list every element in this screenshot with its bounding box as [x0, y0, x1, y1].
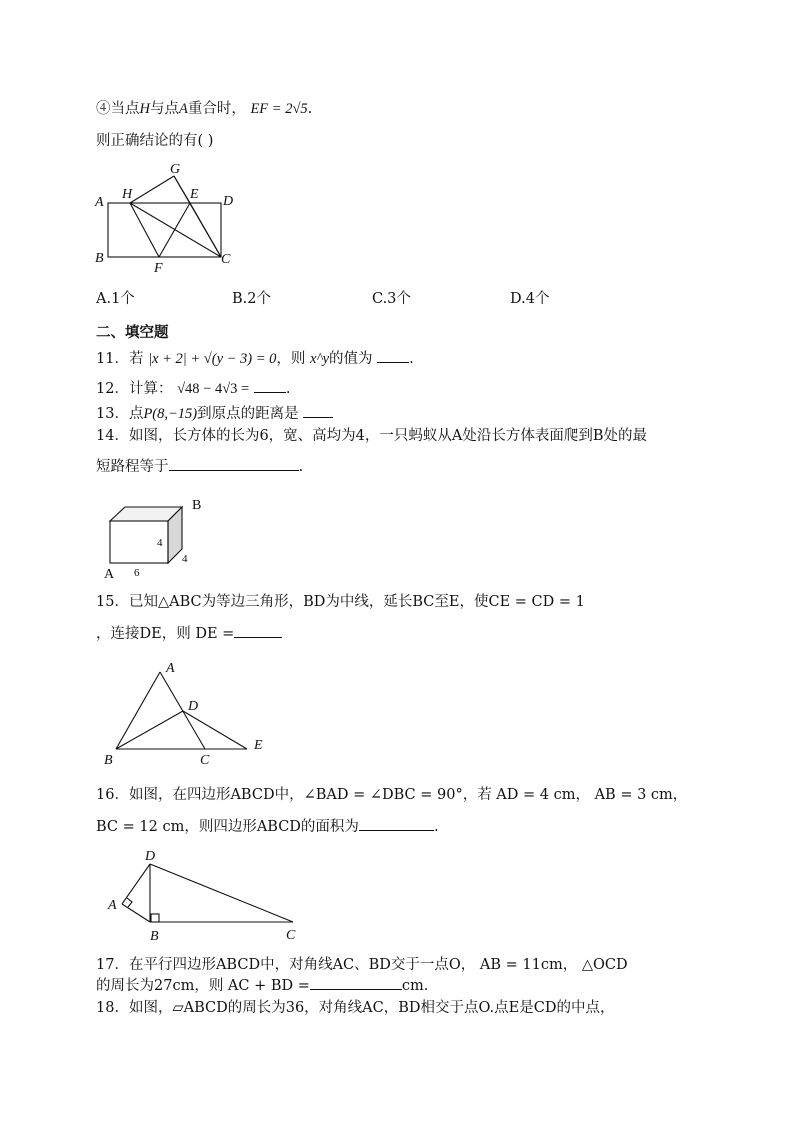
q10-label-c: C	[221, 252, 231, 267]
q16-label-d: D	[145, 849, 156, 864]
q16-line-2	[96, 816, 439, 837]
q10-stmt4-suffix: 重合时，	[187, 101, 246, 117]
q16-side-ab	[122, 904, 150, 922]
q11-prefix: 11．若	[96, 351, 144, 367]
q10-figure	[92, 158, 252, 278]
q14-label-b: B	[192, 498, 202, 513]
q10-option-b: B.2个	[232, 291, 271, 307]
q10-label-a: A	[95, 195, 104, 210]
q10-question: 则正确结论的有( )	[96, 133, 214, 149]
q10-option-d: D.4个	[510, 291, 550, 307]
q16-answer-blank[interactable]	[359, 816, 434, 831]
q10-label-e: E	[190, 187, 199, 202]
q10-point-h: H	[139, 101, 150, 117]
q17-end: cm.	[401, 978, 429, 994]
section-title: 二、填空题	[96, 324, 169, 341]
q15-line-2-text: ，连接DE，则 DE =	[96, 626, 235, 642]
q10-statement-4: ④当点H与点A重合时， EF = 2√5.	[96, 101, 313, 117]
q15-line-1: 15．已知△ABC为等边三角形，BD为中线，延长BC至E，使CE = CD = 1	[96, 594, 585, 610]
q10-label-b: B	[95, 251, 104, 266]
q16-right-angle-a	[127, 898, 132, 907]
q13-point: P(8,−15)	[143, 406, 198, 422]
q15-label-d: D	[188, 699, 199, 714]
q16-side-da	[122, 864, 150, 904]
q10-option-c: C.3个	[372, 291, 411, 307]
q16-line-1: 16．如图，在四边形ABCD中，∠BAD = ∠DBC = 90°，若 AD = 4 cm， AB = 3 cm，	[96, 787, 688, 803]
q11-answer-blank[interactable]	[377, 348, 409, 363]
q15-answer-blank[interactable]	[234, 623, 282, 638]
q18-line-1: 18．如图，▱ABCD的周长为36，对角线AC，BD相交于点O.点E是CD的中点，	[96, 1000, 615, 1016]
q10-line-hc	[130, 203, 221, 257]
q11-suffix: 的值为	[329, 351, 373, 367]
q12-formula: √48 − 4√3 =	[177, 381, 250, 397]
q10-label-f: F	[154, 261, 163, 276]
q16-right-angle-b	[151, 914, 159, 922]
q15-label-e: E	[254, 738, 263, 753]
q11-mid: ，则	[276, 351, 306, 367]
q12	[96, 378, 290, 399]
q15-label-a: A	[166, 661, 175, 676]
q15-figure	[100, 656, 270, 766]
q10-stmt4-mid: 与点	[149, 101, 179, 117]
q10-stmt4-formula: EF = 2√5	[250, 101, 308, 117]
q10-option-a: A.1个	[96, 291, 135, 307]
q15-line-2	[96, 623, 282, 644]
q14-label-height: 4	[157, 537, 163, 549]
q15-label-c: C	[200, 753, 210, 768]
q16-line-2-text: BC = 12 cm，则四边形ABCD的面积为	[96, 819, 359, 835]
q14-label-a: A	[104, 567, 115, 582]
q16-side-dc	[150, 864, 293, 922]
q16-end: .	[433, 819, 439, 835]
q15-line-bd	[116, 711, 183, 749]
q13-suffix: 到原点的距离是	[197, 406, 299, 422]
q10-stmt4-prefix: ④当点	[96, 101, 140, 117]
q16-label-c: C	[286, 928, 296, 943]
q14-line-2	[96, 456, 303, 477]
q12-answer-blank[interactable]	[254, 378, 286, 393]
q15-line-de	[183, 711, 247, 749]
q15-label-b: B	[104, 753, 113, 768]
q17-line-2-text: 的周长为27cm，则 AC + BD =	[96, 978, 310, 994]
q13-answer-blank[interactable]	[303, 403, 333, 418]
q10-point-a: A	[178, 101, 188, 117]
q13	[96, 403, 333, 424]
q16-figure	[100, 846, 310, 946]
q14-figure	[100, 496, 220, 586]
q14-label-length: 6	[134, 567, 140, 579]
q12-prefix: 12．计算：	[96, 381, 173, 397]
q10-label-g: G	[170, 162, 181, 177]
q15-side-ab	[116, 672, 160, 749]
q14-line-2-text: 短路程等于	[96, 459, 169, 475]
q10-label-h: H	[122, 187, 133, 202]
q15-side-ac	[160, 672, 205, 749]
q14-label-width: 4	[182, 553, 188, 565]
q13-prefix: 13．点	[96, 406, 144, 422]
q14-line-1: 14．如图，长方体的长为6，宽、高均为4，一只蚂蚁从A处沿长方体表面爬到B处的最	[96, 428, 648, 444]
q16-label-b: B	[150, 929, 159, 944]
q11-formula: |x + 2| + √(y − 3) = 0	[148, 351, 277, 367]
q11-expression: x^y	[310, 351, 330, 367]
q10-label-d: D	[223, 194, 234, 209]
q12-end: .	[285, 381, 291, 397]
q10-rectangle	[108, 203, 221, 257]
q14-answer-blank[interactable]	[169, 456, 299, 471]
q16-label-a: A	[108, 898, 117, 913]
q14-end: .	[298, 459, 304, 475]
q17-line-2	[96, 975, 428, 996]
q11	[96, 348, 414, 369]
q10-line-hg	[130, 176, 174, 203]
q11-end: .	[409, 351, 414, 367]
q17-line-1: 17．在平行四边形ABCD中，对角线AC、BD交于一点O， AB = 11cm， △OCD	[96, 957, 628, 973]
q17-answer-blank[interactable]	[310, 975, 402, 990]
